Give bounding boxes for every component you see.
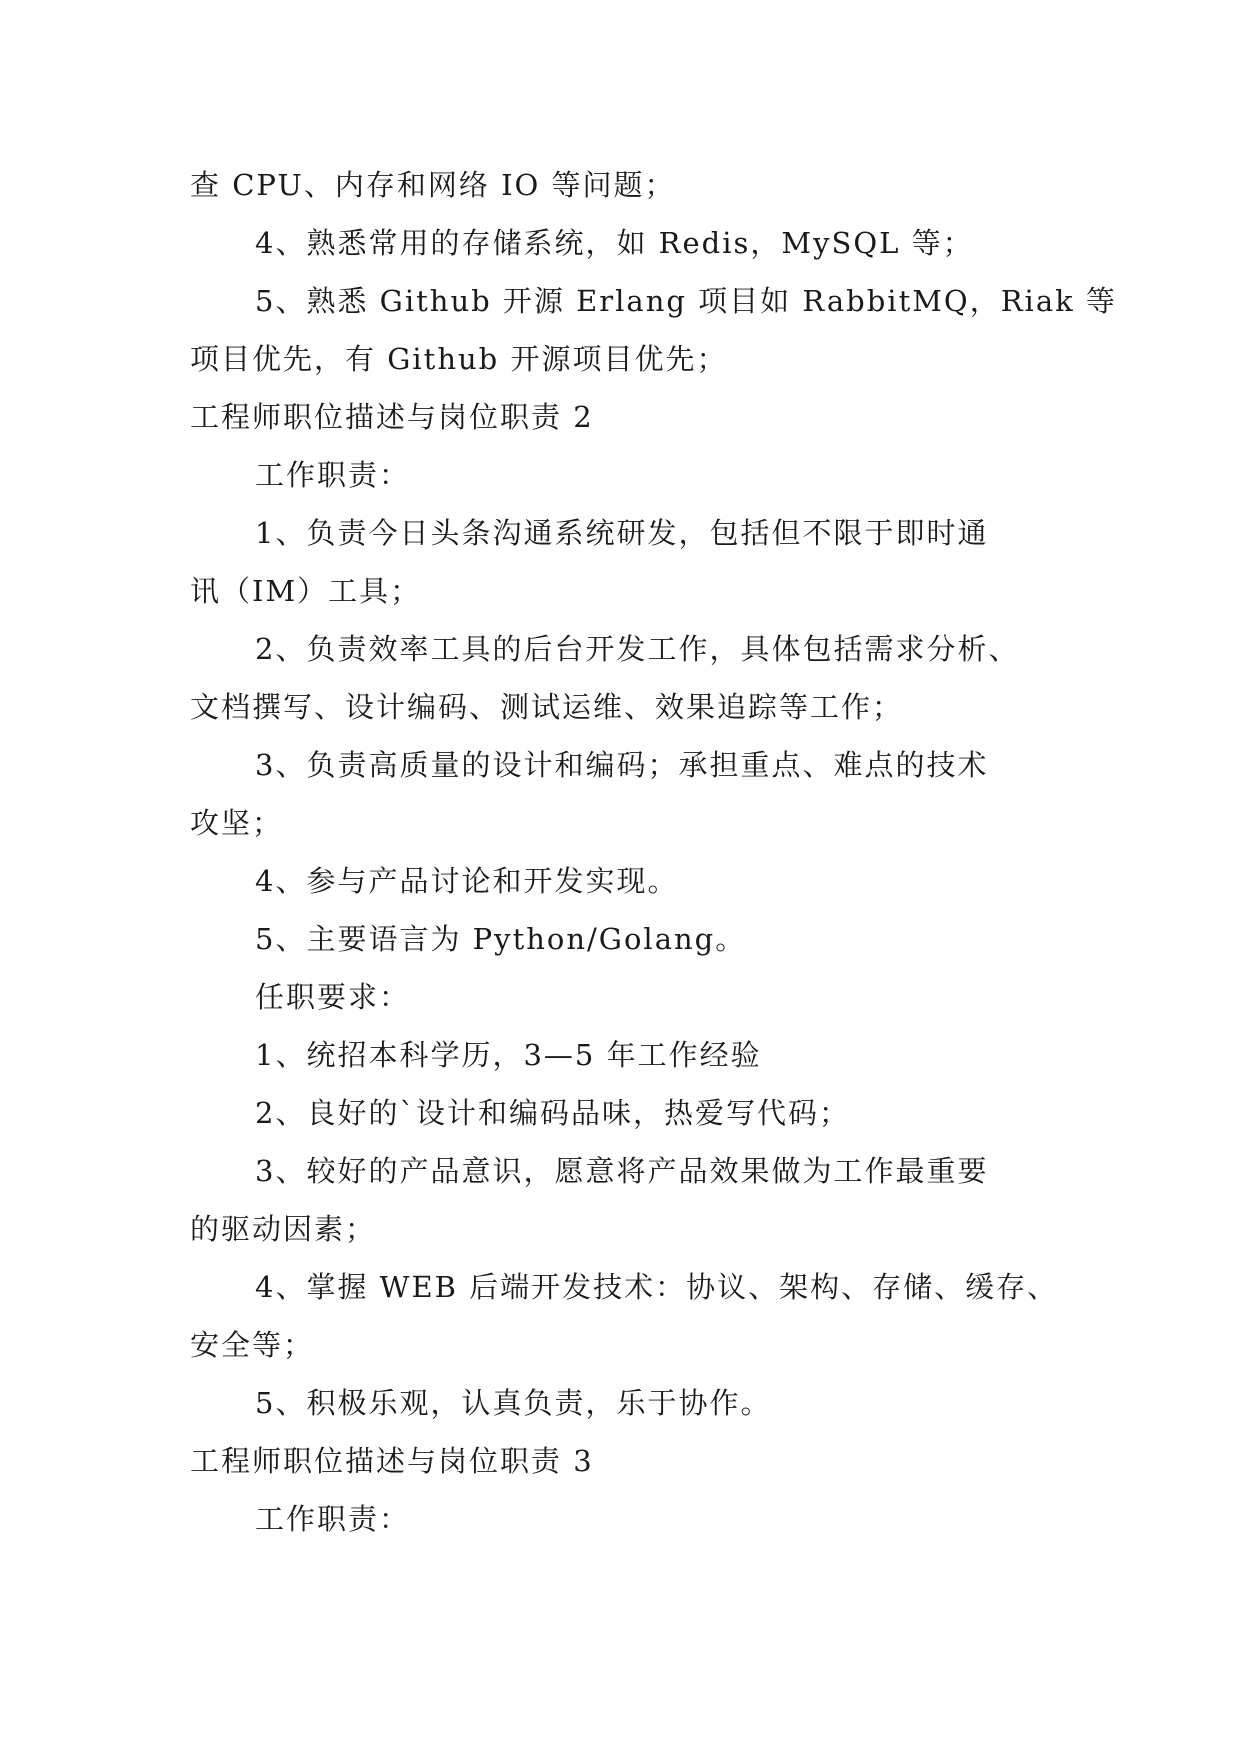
text-line: 的驱动因素； [190,1212,377,1246]
text-line: 攻坚； [190,806,284,840]
text-line: 查 CPU、内存和网络 IO 等问题； [190,168,676,202]
text-line: 文档撰写、设计编码、测试运维、效果追踪等工作； [190,690,904,724]
text-line: 2、负责效率工具的后台开发工作，具体包括需求分析、 [255,632,1020,666]
text-line: 2、良好的`设计和编码品味，热爱写代码； [255,1096,850,1130]
subheading: 任职要求： [255,980,411,1014]
text-line: 4、参与产品讨论和开发实现。 [255,864,679,898]
text-line: 4、掌握 WEB 后端开发技术：协议、架构、存储、缓存、 [255,1270,1059,1304]
text-line: 3、较好的产品意识，愿意将产品效果做为工作最重要 [255,1154,989,1188]
section-heading: 工程师职位描述与岗位职责 2 [190,400,594,434]
text-line: 3、负责高质量的设计和编码；承担重点、难点的技术 [255,748,989,782]
text-line: 讯（IM）工具； [190,574,422,608]
text-line: 5、积极乐观，认真负责，乐于协作。 [255,1386,772,1420]
subheading: 工作职责： [255,1502,411,1536]
section-heading: 工程师职位描述与岗位职责 3 [190,1444,594,1478]
subheading: 工作职责： [255,458,411,492]
text-line: 4、熟悉常用的存储系统，如 Redis，MySQL 等； [255,226,974,260]
text-line: 5、熟悉 Github 开源 Erlang 项目如 RabbitMQ，Riak 等 [255,284,1117,318]
text-line: 5、主要语言为 Python/Golang。 [255,922,747,956]
text-line: 安全等； [190,1328,315,1362]
text-line: 1、负责今日头条沟通系统研发，包括但不限于即时通 [255,516,989,550]
text-line: 项目优先，有 Github 开源项目优先； [190,342,728,376]
text-line: 1、统招本科学历，3—5 年工作经验 [255,1038,762,1072]
